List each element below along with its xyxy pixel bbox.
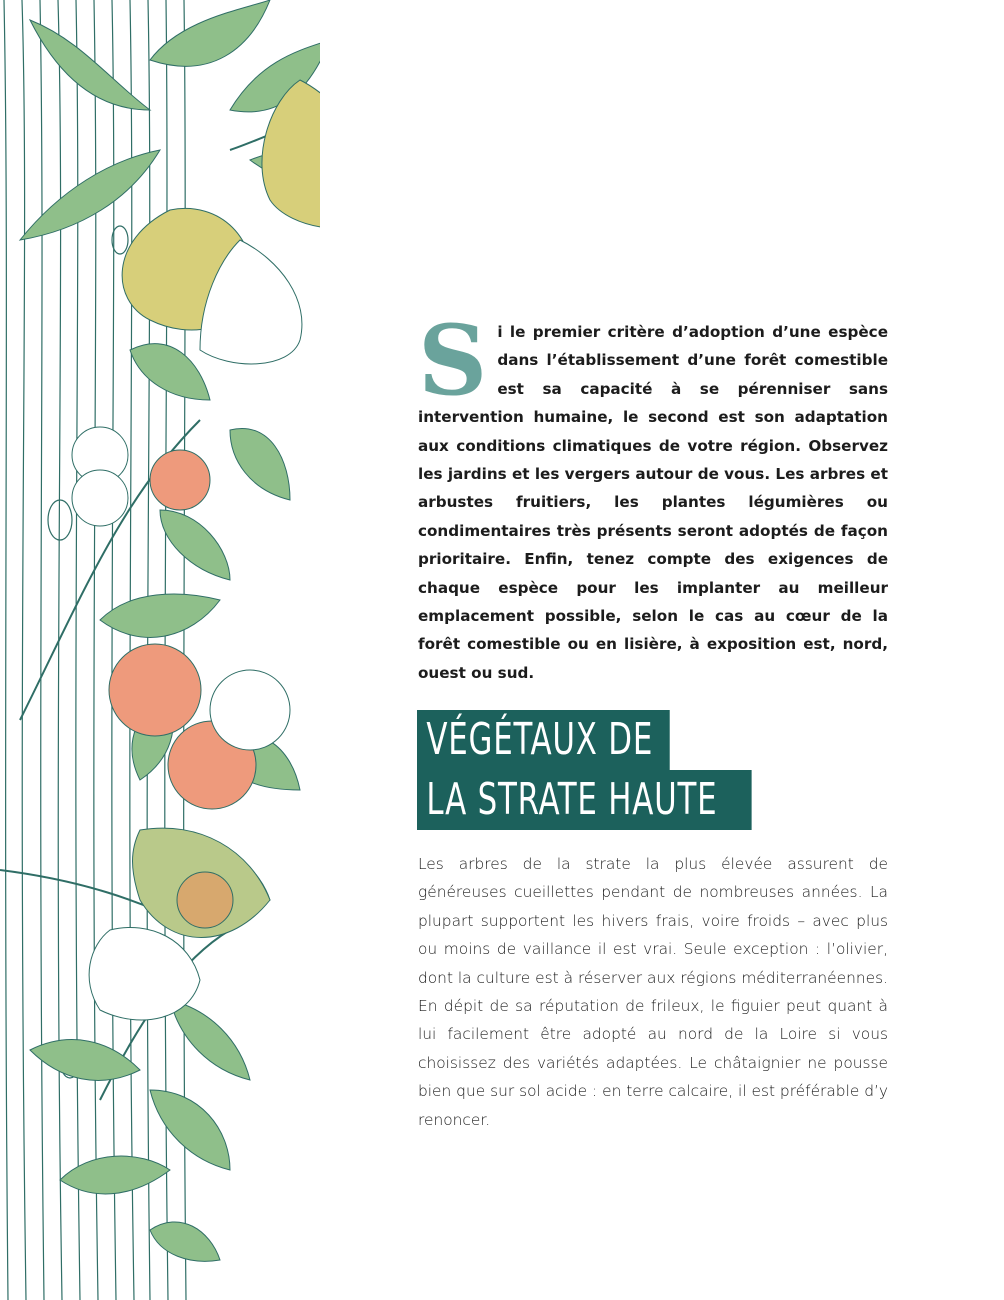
intro-paragraph — [418, 304, 888, 687]
intro-text: i le premier critère d’adoption d’une espèce dans l’établissement d’une forêt comestible est sa capacité à se pérenniser sans intervention humaine, le second est son adaptation aux conditions climatiques de votre région. Observez les jardins et les vergers autour de vous. Les arbres et arbustes fruitiers, les plantes légumières ou condimentaires très présents seront adoptés de façon prioritaire. Enfin, tenez compte des exigences de chaque espèce pour les implanter au meilleur emplacement possible, selon le cas au cœur de la forêt comestible ou en lisière, à exposition est, nord, ouest ou sud. — [418, 323, 888, 682]
plums — [72, 427, 210, 526]
pears — [122, 80, 320, 364]
drop-cap: S — [418, 304, 488, 417]
section-heading-line-1: VÉGÉTAUX DE — [417, 710, 670, 770]
botanical-illustration — [0, 0, 320, 1300]
section-heading-line-2: LA STRATE HAUTE — [417, 770, 752, 830]
section-body-paragraph: Les arbres de la strate la plus élevée assurent de généreuses cueillettes pendant de nombreuses années. La plupart supportent les hivers frais, voire froids – avec plus ou moins de vaillance il est vrai. Seule exception : l’olivier, dont la culture est à réserver aux régions méditerranéennes. En dépit de sa réputation de frileux, le figuier peut quant à lui facilement être adopté au nord de la Loire si vous choisissez des variétés adaptées. Le châtaignier ne pousse bien que sur sol acide : en terre calcaire, il est préférable d’y renoncer. — [418, 855, 888, 1129]
section-heading — [417, 710, 777, 830]
walnuts — [89, 828, 270, 1020]
